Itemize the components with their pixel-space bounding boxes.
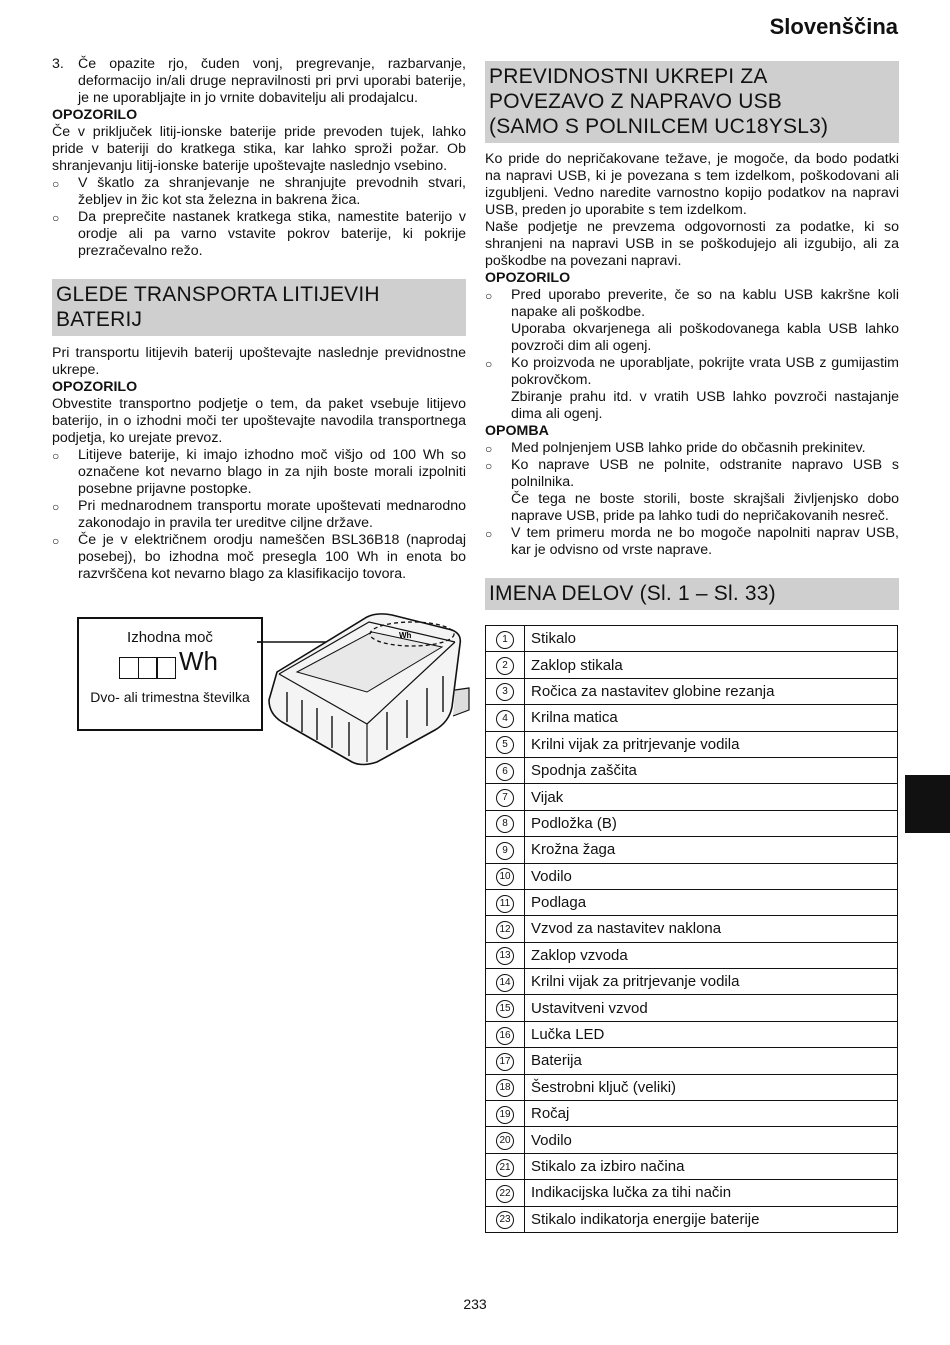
bullet-subtext: Zbiranje prahu itd. v vratih USB lahko povzroči nastajanje dima ali ogenj. [511, 389, 899, 422]
part-number-cell [486, 1153, 525, 1179]
bullet-circle-icon: ○ [52, 449, 60, 463]
part-name: Ročica za nastavitev globine rezanja [525, 678, 898, 704]
usb-paragraph-2: Naše podjetje ne prevzema odgovornosti za podatke, ki so shranjeni na napravi USB in se poškodujejo ali izgubijo, ali za poškodbe na povezani napravi. [485, 219, 899, 269]
part-name: Vzvod za nastavitev naklona [525, 916, 898, 942]
part-number: 6 [496, 763, 514, 781]
bullet-text: Med polnjenjem USB lahko pride do občasnih prekinitev. [511, 440, 866, 456]
bullet-text: Če je v električnem orodju nameščen BSL36B18 (naprodaj posebej), bo izhodna moč presegla 100 Wh in enota bo razvrščena kot nevarno blago za klasifikacijo tovora. [78, 532, 466, 582]
part-number: 7 [496, 789, 514, 807]
heading-line: POVEZAVO Z NAPRAVO USB [489, 90, 783, 113]
part-number-cell [486, 942, 525, 968]
table-row [486, 757, 898, 783]
part-number-cell [486, 652, 525, 678]
part-number: 13 [496, 947, 514, 965]
bullet-item [52, 175, 466, 209]
output-label-caption: Dvo- ali trimestna številka [90, 689, 250, 705]
part-name: Zaklop vzvoda [525, 942, 898, 968]
table-row [486, 705, 898, 731]
part-number-cell [486, 1206, 525, 1232]
table-row [486, 678, 898, 704]
part-name: Krilni vijak za pritrjevanje vodila [525, 731, 898, 757]
part-number-cell [486, 810, 525, 836]
part-number: 8 [496, 815, 514, 833]
bullet-text: Pri mednarodnem transportu morate upoštevati mednarodno zakonodajo in pravila ter ureditve ciljne države. [78, 498, 466, 531]
part-number: 21 [496, 1159, 514, 1177]
bullet-circle-icon: ○ [485, 527, 493, 541]
part-number: 5 [496, 736, 514, 754]
bullet-subtext: Če tega ne boste storili, boste skrajšali življenjsko dobo naprave USB, pride pa lahko tudi do nepričakovanih nesreč. [511, 491, 899, 524]
table-row [486, 810, 898, 836]
page-number: 233 [463, 1296, 487, 1312]
bullet-circle-icon: ○ [52, 534, 60, 548]
bullet-text: Ko proizvoda ne uporabljate, pokrijte vrata USB z gumijastim pokrovčkom. [511, 355, 899, 388]
part-number: 10 [496, 868, 514, 886]
table-row [486, 1101, 898, 1127]
transport-intro: Pri transportu litijevih baterij upoštevajte naslednje previdnostne ukrepe. [52, 345, 466, 378]
bullet-item [485, 525, 899, 559]
warning-label: OPOZORILO [52, 379, 138, 395]
part-number: 14 [496, 974, 514, 992]
part-number-cell [486, 995, 525, 1021]
language-title: Slovenščina [769, 14, 898, 39]
warning-text: Obvestite transportno podjetje o tem, da paket vsebuje litijevo baterijo, in o izhodni moči ter upoštevajte navodila transportnega podjetja, ko urejate prevoz. [52, 396, 466, 446]
table-row [486, 1074, 898, 1100]
table-row [486, 784, 898, 810]
part-name: Vijak [525, 784, 898, 810]
part-name: Šestrobni ključ (veliki) [525, 1074, 898, 1100]
table-row [486, 942, 898, 968]
part-number: 20 [496, 1132, 514, 1150]
part-name: Ročaj [525, 1101, 898, 1127]
part-name: Krilni vijak za pritrjevanje vodila [525, 969, 898, 995]
part-number: 9 [496, 842, 514, 860]
parts-table [485, 625, 898, 1233]
heading-line: (SAMO S POLNILCEM UC18YSL3) [489, 115, 829, 138]
part-number-cell [486, 1127, 525, 1153]
part-number: 4 [496, 710, 514, 728]
table-row [486, 626, 898, 652]
battery-figure [52, 617, 466, 767]
part-name: Indikacijska lučka za tihi način [525, 1180, 898, 1206]
part-number: 15 [496, 1000, 514, 1018]
bullet-circle-icon: ○ [485, 442, 493, 456]
left-column [52, 56, 466, 767]
part-number: 23 [496, 1211, 514, 1229]
part-name: Lučka LED [525, 1021, 898, 1047]
right-column [485, 61, 899, 1233]
output-label-title: Izhodna moč [127, 629, 213, 646]
item-text: Če opazite rjo, čuden vonj, pregrevanje, razbarvanje, deformacijo in/ali druge nepravilnosti pri prvi uporabi baterije, je ne uporabljajte in jo vrnite dobavitelju ali prodajalcu. [78, 56, 466, 106]
part-number: 11 [496, 895, 514, 913]
table-row [486, 1180, 898, 1206]
warning-text: Če v priključek litij-ionske baterije pride prevoden tujek, lahko pride v bateriji do kratkega stika, kar lahko sproži požar. Ob shranjevanju litij-ionske baterije upoštevajte naslednjo vsebino. [52, 124, 466, 174]
bullet-item [485, 355, 899, 423]
part-number: 22 [496, 1185, 514, 1203]
warning-label: OPOZORILO [485, 270, 571, 286]
numbered-item [52, 56, 466, 107]
bullet-circle-icon: ○ [52, 177, 60, 191]
part-name: Spodnja zaščita [525, 757, 898, 783]
part-number-cell [486, 1048, 525, 1074]
part-name: Stikalo indikatorja energije baterije [525, 1206, 898, 1232]
part-number-cell [486, 784, 525, 810]
part-number-cell [486, 705, 525, 731]
bullet-circle-icon: ○ [485, 459, 493, 473]
table-row [486, 837, 898, 863]
table-row [486, 1021, 898, 1047]
part-number-cell [486, 837, 525, 863]
output-label-box [77, 617, 263, 731]
bullet-circle-icon: ○ [485, 289, 493, 303]
part-number: 18 [496, 1079, 514, 1097]
bullet-text: Litijeve baterije, ki imajo izhodno moč višjo od 100 Wh so označene kot nevarno blago in za njih boste morali izpolniti posebne prijavne postopke. [78, 447, 466, 497]
part-name: Baterija [525, 1048, 898, 1074]
table-row [486, 916, 898, 942]
table-row [486, 731, 898, 757]
part-number-cell [486, 889, 525, 915]
heading-line: IMENA DELOV (Sl. 1 – Sl. 33) [489, 582, 776, 605]
bullet-subtext: Uporaba okvarjenega ali poškodovanega kabla USB lahko povzroči dim ali ogenj. [511, 321, 899, 354]
section-heading-usb [485, 61, 899, 143]
part-name: Stikalo [525, 626, 898, 652]
bullet-item [52, 532, 466, 583]
part-number-cell [486, 678, 525, 704]
table-row [486, 995, 898, 1021]
battery-illustration [257, 612, 472, 767]
bullet-circle-icon: ○ [485, 357, 493, 371]
part-name: Vodilo [525, 863, 898, 889]
bullet-item [485, 440, 899, 457]
part-number-cell [486, 1101, 525, 1127]
part-number: 16 [496, 1027, 514, 1045]
part-number: 19 [496, 1106, 514, 1124]
table-row [486, 652, 898, 678]
battery-marking: Wh [399, 631, 412, 640]
part-name: Zaklop stikala [525, 652, 898, 678]
part-name: Ustavitveni vzvod [525, 995, 898, 1021]
part-number-cell [486, 916, 525, 942]
bullet-item [485, 457, 899, 525]
bullet-text: Pred uporabo preverite, če so na kablu USB kakršne koli napake ali poškodbe. [511, 287, 899, 320]
unit-label: Wh [179, 646, 218, 676]
section-tab-marker [905, 775, 950, 833]
table-row [486, 1127, 898, 1153]
heading-line: PREVIDNOSTNI UKREPI ZA [489, 65, 768, 88]
bullet-circle-icon: ○ [52, 500, 60, 514]
bullet-text: Da preprečite nastanek kratkega stika, namestite baterijo v orodje ali pa varno vstavite pokrov baterije, ki pokrije prezračevalno režo. [78, 209, 466, 259]
part-name: Krilna matica [525, 705, 898, 731]
part-number-cell [486, 626, 525, 652]
part-number-cell [486, 863, 525, 889]
table-row [486, 1153, 898, 1179]
bullet-item [52, 447, 466, 498]
part-number: 1 [496, 631, 514, 649]
table-row [486, 969, 898, 995]
part-number: 17 [496, 1053, 514, 1071]
part-name: Krožna žaga [525, 837, 898, 863]
table-row [486, 1206, 898, 1232]
bullet-item [485, 287, 899, 355]
part-number-cell [486, 1074, 525, 1100]
bullet-item [52, 498, 466, 532]
bullet-text: V tem primeru morda ne bo mogoče napolniti naprav USB, kar je odvisno od vrste naprave. [511, 525, 899, 558]
warning-label: OPOZORILO [52, 107, 138, 123]
heading-line: BATERIJ [56, 308, 143, 331]
bullet-text: V škatlo za shranjevanje ne shranjujte prevodnih stvari, žebljev in žic kot sta železna in bakrena žica. [78, 175, 466, 208]
table-row [486, 1048, 898, 1074]
bullet-circle-icon: ○ [52, 211, 60, 225]
part-name: Stikalo za izbiro načina [525, 1153, 898, 1179]
section-heading-parts [485, 578, 899, 610]
part-name: Podložka (B) [525, 810, 898, 836]
part-number-cell [486, 731, 525, 757]
part-name: Vodilo [525, 1127, 898, 1153]
usb-paragraph-1: Ko pride do nepričakovane težave, je mogoče, da bodo podatki na napravi USB, ki je povezana s tem izdelkom, poškodovani ali izgubljeni. Vedno naredite varnostno kopijo podatkov na napravi USB, preden jo uporabite s tem izdelkom. [485, 151, 899, 218]
part-number-cell [486, 969, 525, 995]
bullet-text: Ko naprave USB ne polnite, odstranite napravo USB s polnilnika. [511, 457, 899, 490]
note-label: OPOMBA [485, 423, 549, 439]
section-heading-transport [52, 279, 466, 336]
part-number-cell [486, 757, 525, 783]
heading-line: GLEDE TRANSPORTA LITIJEVIH [56, 283, 380, 306]
part-name: Podlaga [525, 889, 898, 915]
part-number: 2 [496, 657, 514, 675]
bullet-item [52, 209, 466, 260]
part-number-cell [486, 1180, 525, 1206]
digit-cells [119, 657, 175, 679]
table-row [486, 889, 898, 915]
part-number: 3 [496, 683, 514, 701]
table-row [486, 863, 898, 889]
part-number: 12 [496, 921, 514, 939]
item-number: 3. [52, 56, 64, 72]
part-number-cell [486, 1021, 525, 1047]
